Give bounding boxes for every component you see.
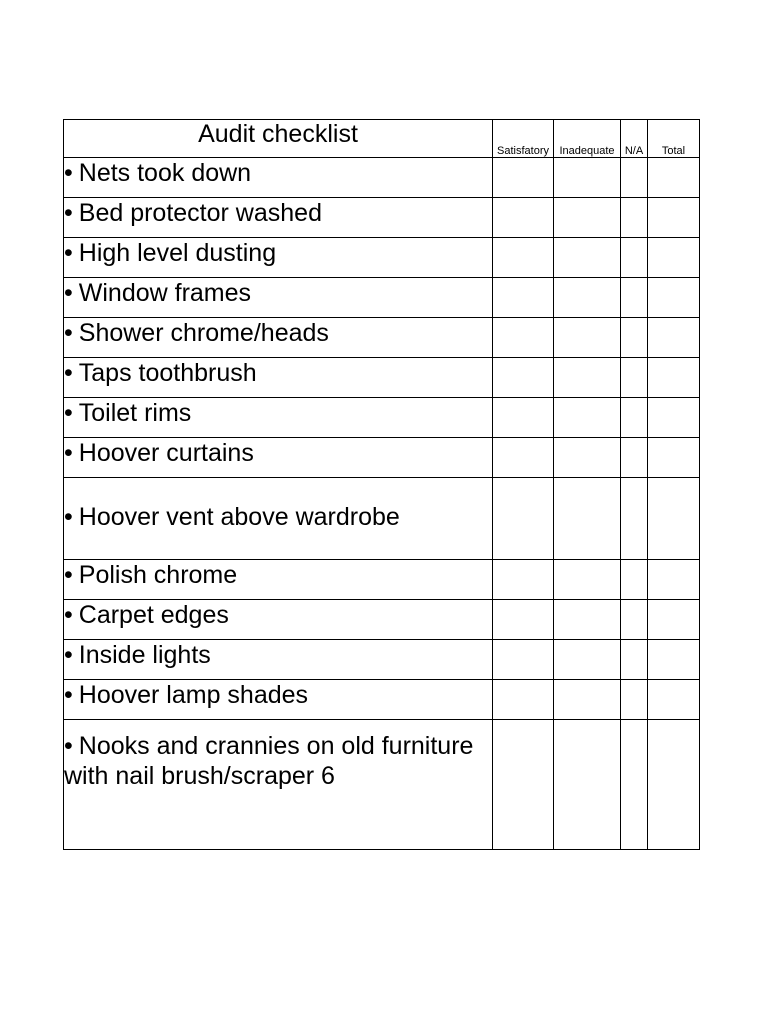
bullet-icon: • <box>64 732 73 760</box>
na-cell[interactable] <box>621 278 648 318</box>
total-cell[interactable] <box>648 158 700 198</box>
inadequate-cell[interactable] <box>554 438 621 478</box>
na-cell[interactable] <box>621 640 648 680</box>
bullet-icon: • <box>64 239 73 267</box>
total-cell[interactable] <box>648 720 700 850</box>
bullet-icon: • <box>64 641 73 669</box>
checklist-item <box>64 318 493 358</box>
table-row <box>64 680 700 720</box>
bullet-icon: • <box>64 681 73 709</box>
total-cell[interactable] <box>648 680 700 720</box>
satisfactory-cell[interactable] <box>493 318 554 358</box>
inadequate-cell[interactable] <box>554 198 621 238</box>
total-cell[interactable] <box>648 478 700 560</box>
column-header-total: Total <box>648 120 700 158</box>
checklist-item-label: Inside lights <box>78 641 211 669</box>
bullet-icon: • <box>64 199 73 227</box>
checklist-item-label: Bed protector washed <box>78 199 322 227</box>
checklist-item-label: Nets took down <box>78 159 252 187</box>
inadequate-cell[interactable] <box>554 640 621 680</box>
table-row <box>64 398 700 438</box>
total-cell[interactable] <box>648 198 700 238</box>
checklist-item <box>64 238 493 278</box>
table-row <box>64 438 700 478</box>
checklist-item <box>64 478 493 560</box>
checklist-item <box>64 198 493 238</box>
satisfactory-cell[interactable] <box>493 438 554 478</box>
checklist-item-label: Hoover lamp shades <box>78 681 309 709</box>
na-cell[interactable] <box>621 238 648 278</box>
total-cell[interactable] <box>648 278 700 318</box>
header-row <box>64 120 700 158</box>
satisfactory-cell[interactable] <box>493 278 554 318</box>
satisfactory-cell[interactable] <box>493 478 554 560</box>
total-cell[interactable] <box>648 358 700 398</box>
inadequate-cell[interactable] <box>554 720 621 850</box>
table-row <box>64 358 700 398</box>
total-cell[interactable] <box>648 318 700 358</box>
checklist-body <box>64 158 700 850</box>
table-row <box>64 478 700 560</box>
checklist-item-label: Taps toothbrush <box>78 359 257 387</box>
column-header-inadequate: Inadequate <box>554 120 621 158</box>
checklist-item <box>64 398 493 438</box>
checklist-item <box>64 680 493 720</box>
total-cell[interactable] <box>648 438 700 478</box>
table-row <box>64 278 700 318</box>
inadequate-cell[interactable] <box>554 560 621 600</box>
inadequate-cell[interactable] <box>554 278 621 318</box>
checklist-item <box>64 358 493 398</box>
checklist-item-label: Window frames <box>78 279 252 307</box>
column-header-na: N/A <box>621 120 648 158</box>
na-cell[interactable] <box>621 158 648 198</box>
checklist-item <box>64 438 493 478</box>
satisfactory-cell[interactable] <box>493 720 554 850</box>
bullet-icon: • <box>64 159 73 187</box>
na-cell[interactable] <box>621 358 648 398</box>
inadequate-cell[interactable] <box>554 398 621 438</box>
checklist-item-label: High level dusting <box>78 239 277 267</box>
table-row <box>64 560 700 600</box>
checklist-item-label: Hoover curtains <box>78 439 254 467</box>
total-cell[interactable] <box>648 560 700 600</box>
checklist-item <box>64 158 493 198</box>
satisfactory-cell[interactable] <box>493 358 554 398</box>
na-cell[interactable] <box>621 478 648 560</box>
na-cell[interactable] <box>621 600 648 640</box>
bullet-icon: • <box>64 439 73 467</box>
satisfactory-cell[interactable] <box>493 600 554 640</box>
table-row <box>64 198 700 238</box>
bullet-icon: • <box>64 319 73 347</box>
na-cell[interactable] <box>621 318 648 358</box>
column-header-satisfactory: Satisfatory <box>493 120 554 158</box>
total-cell[interactable] <box>648 600 700 640</box>
satisfactory-cell[interactable] <box>493 398 554 438</box>
inadequate-cell[interactable] <box>554 158 621 198</box>
inadequate-cell[interactable] <box>554 600 621 640</box>
table-row <box>64 720 700 850</box>
satisfactory-cell[interactable] <box>493 680 554 720</box>
total-cell[interactable] <box>648 398 700 438</box>
audit-checklist-table <box>63 119 700 850</box>
checklist-item-label: Carpet edges <box>78 601 229 629</box>
checklist-item-label: Nooks and crannies on old furniture with nail brush/scraper 6 <box>64 732 474 790</box>
na-cell[interactable] <box>621 720 648 850</box>
table-row <box>64 640 700 680</box>
inadequate-cell[interactable] <box>554 680 621 720</box>
bullet-icon: • <box>64 399 73 427</box>
satisfactory-cell[interactable] <box>493 158 554 198</box>
satisfactory-cell[interactable] <box>493 640 554 680</box>
bullet-icon: • <box>64 561 73 589</box>
na-cell[interactable] <box>621 398 648 438</box>
na-cell[interactable] <box>621 560 648 600</box>
table-row <box>64 238 700 278</box>
satisfactory-cell[interactable] <box>493 238 554 278</box>
total-cell[interactable] <box>648 238 700 278</box>
checklist-item <box>64 600 493 640</box>
checklist-item-label: Shower chrome/heads <box>78 319 329 347</box>
checklist-item <box>64 278 493 318</box>
bullet-icon: • <box>64 601 73 629</box>
inadequate-cell[interactable] <box>554 358 621 398</box>
checklist-item <box>64 720 493 850</box>
satisfactory-cell[interactable] <box>493 560 554 600</box>
inadequate-cell[interactable] <box>554 478 621 560</box>
checklist-item-label: Toilet rims <box>78 399 192 427</box>
inadequate-cell[interactable] <box>554 318 621 358</box>
table-row <box>64 600 700 640</box>
na-cell[interactable] <box>621 438 648 478</box>
satisfactory-cell[interactable] <box>493 198 554 238</box>
bullet-icon: • <box>64 359 73 387</box>
checklist-item-label: Polish chrome <box>78 561 238 589</box>
checklist-item-label: Hoover vent above wardrobe <box>78 503 400 531</box>
total-cell[interactable] <box>648 640 700 680</box>
na-cell[interactable] <box>621 680 648 720</box>
checklist-item <box>64 640 493 680</box>
bullet-icon: • <box>64 503 73 531</box>
checklist-item <box>64 560 493 600</box>
table-row <box>64 318 700 358</box>
bullet-icon: • <box>64 279 73 307</box>
inadequate-cell[interactable] <box>554 238 621 278</box>
table-row <box>64 158 700 198</box>
na-cell[interactable] <box>621 198 648 238</box>
checklist-title: Audit checklist <box>64 120 493 158</box>
